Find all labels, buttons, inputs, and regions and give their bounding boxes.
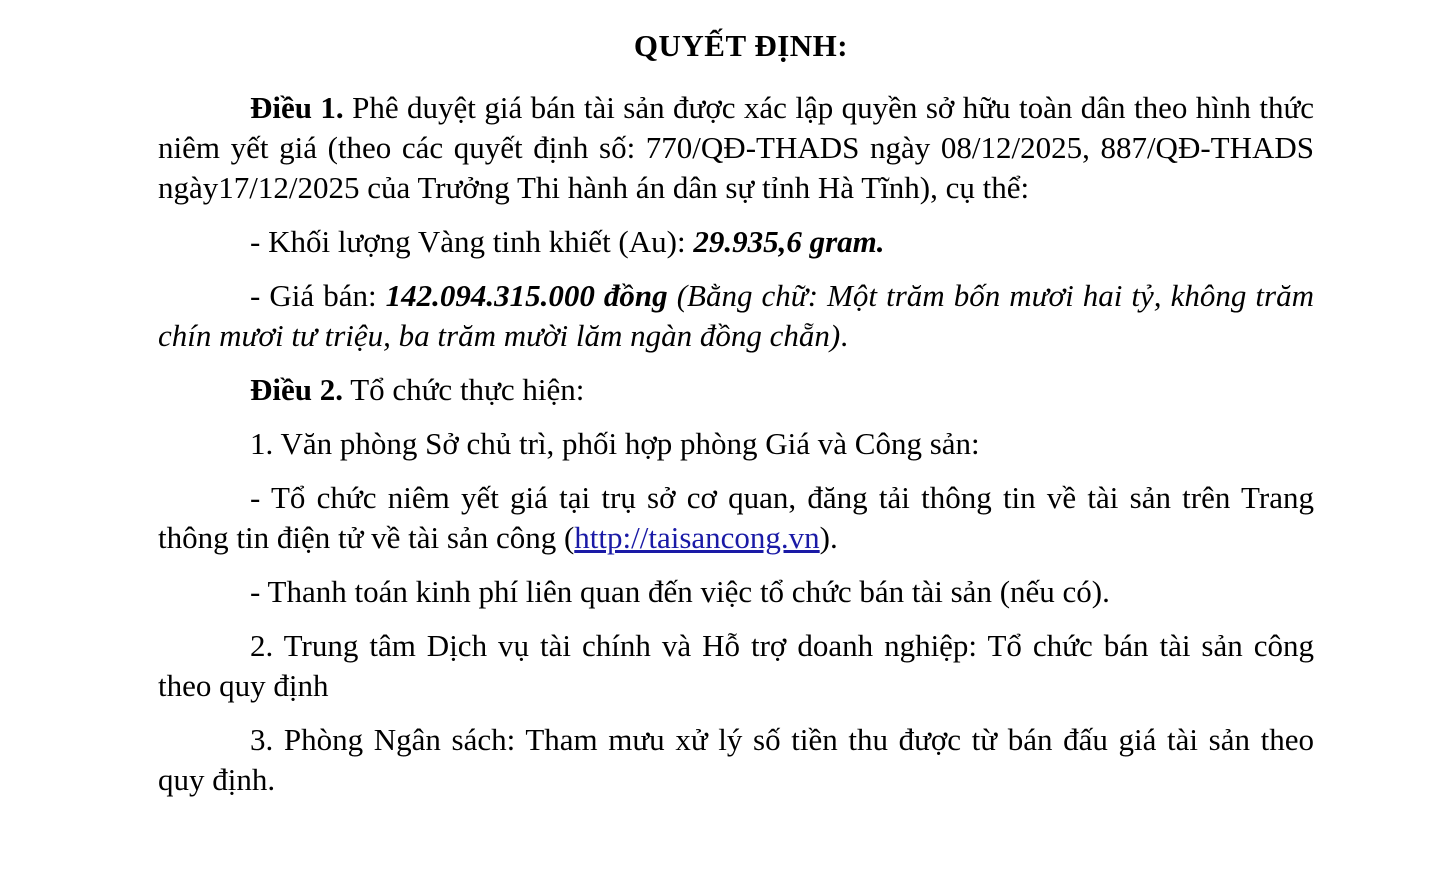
- gold-mass-line: [158, 222, 1314, 262]
- taisancong-link[interactable]: http://taisancong.vn: [574, 520, 820, 555]
- article-2-label: Điều 2.: [250, 372, 343, 407]
- sale-price-end: .: [840, 318, 848, 353]
- article-2: [158, 370, 1314, 410]
- document-title: QUYẾT ĐỊNH:: [633, 28, 849, 63]
- item-1b: - Thanh toán kinh phí liên quan đến việc tổ chức bán tài sản (nếu có).: [250, 574, 1110, 609]
- sale-price-in-words: (Bằng chữ: Một trăm bốn mươi hai tỷ, không trăm chín mươi tư triệu, ba trăm mười lăm ngàn đồng chẵn): [158, 278, 1314, 353]
- item-2: 2. Trung tâm Dịch vụ tài chính và Hỗ trợ doanh nghiệp: Tổ chức bán tài sản công theo quy định: [158, 628, 1314, 703]
- article-2-text: Tổ chức thực hiện:: [343, 372, 585, 407]
- article-1: [158, 88, 1314, 208]
- article-1-text: Phê duyệt giá bán tài sản được xác lập quyền sở hữu toàn dân theo hình thức niêm yết giá (theo các quyết định số: 770/QĐ-THADS ngày 08/12/2025, 887/QĐ-THADS ngày17/12/2025 của Trưởng Thi hành án dân sự tỉnh Hà Tĩnh), cụ thể:: [158, 90, 1315, 205]
- sale-price-line: [158, 276, 1314, 356]
- sale-price-value: 142.094.315.000 đồng: [385, 278, 668, 313]
- item-1a-before: - Tổ chức niêm yết giá tại trụ sở cơ quan, đăng tải thông tin về tài sản trên Trang thông tin điện tử về tài sản công (: [158, 480, 1314, 555]
- item-1a-after: ).: [819, 520, 838, 555]
- item-1: 1. Văn phòng Sở chủ trì, phối hợp phòng Giá và Công sản:: [250, 426, 980, 461]
- article-1-label: Điều 1.: [250, 90, 344, 125]
- gold-mass-value: 29.935,6 gram.: [693, 224, 885, 259]
- item-1a: [158, 478, 1314, 558]
- sale-price-prefix: - Giá bán:: [250, 278, 386, 313]
- item-3: 3. Phòng Ngân sách: Tham mưu xử lý số tiền thu được từ bán đấu giá tài sản theo quy định.: [158, 722, 1314, 797]
- gold-mass-prefix: - Khối lượng Vàng tinh khiết (Au):: [250, 224, 694, 259]
